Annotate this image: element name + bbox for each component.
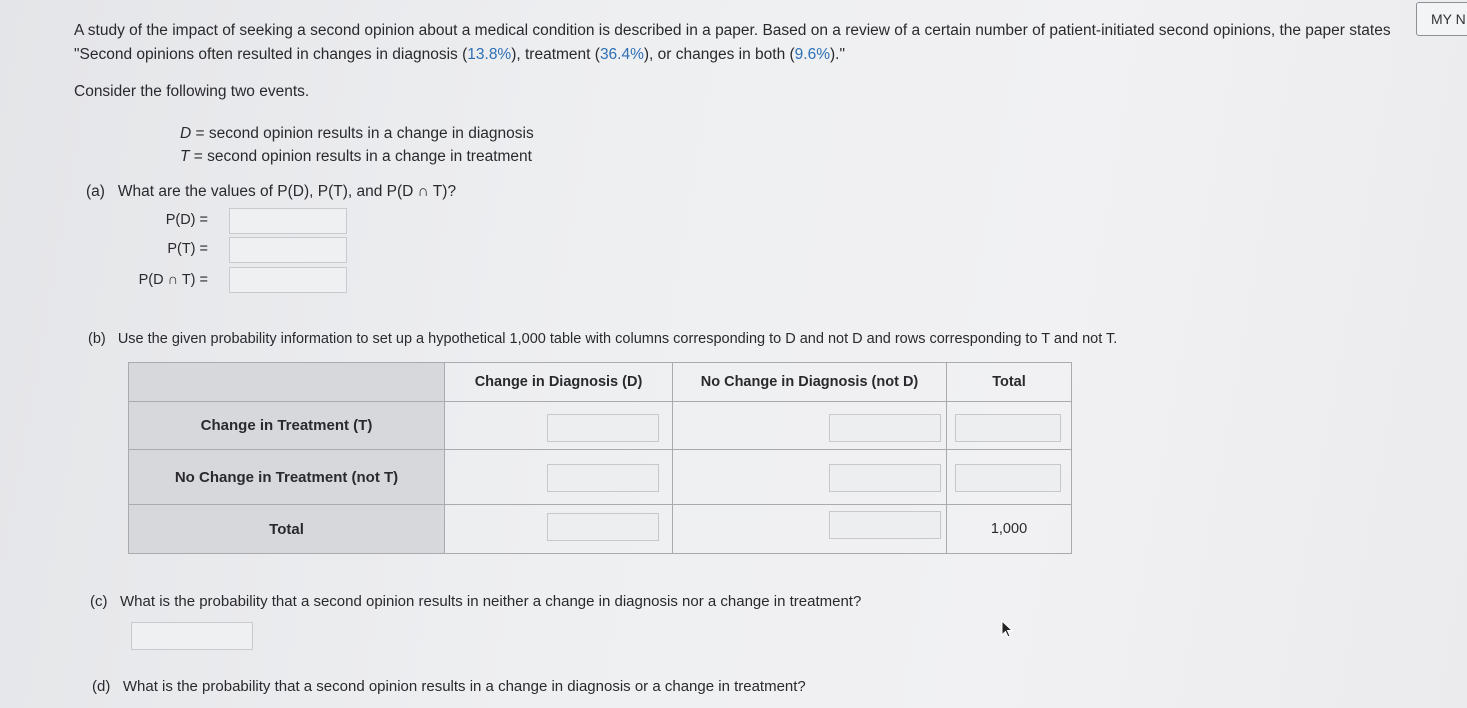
input-t-d[interactable] — [547, 414, 659, 442]
input-t-not-d[interactable] — [829, 414, 941, 442]
input-t-total[interactable] — [955, 414, 1061, 442]
row-header-total: Total — [128, 504, 445, 554]
col-header-d: Change in Diagnosis (D) — [444, 362, 673, 402]
table-corner — [128, 362, 445, 402]
cell-t-total — [946, 401, 1072, 450]
pd-input[interactable] — [229, 208, 347, 234]
diagnosis-percent: 13.8% — [467, 46, 512, 63]
both-percent: 9.6% — [794, 46, 831, 63]
cell-total-not-d — [672, 504, 947, 554]
input-total-not-d[interactable] — [829, 511, 941, 539]
pdt-input[interactable] — [229, 267, 347, 293]
cell-not-t-not-d — [672, 449, 947, 505]
definition-t: T = second opinion results in a change in treatment — [180, 148, 532, 165]
cell-not-t-total — [946, 449, 1072, 505]
row-header-t: Change in Treatment (T) — [128, 401, 445, 450]
definition-d: D = second opinion results in a change in diagnosis — [180, 125, 534, 142]
intro-line-2: "Second opinions often resulted in changes in diagnosis (13.8%), treatment (36.4%), or changes in both (9.6%)." — [74, 46, 845, 63]
part-b-question: (b) Use the given probability information to set up a hypothetical 1,000 table with columns corresponding to D and not D and rows corresponding to T and not T. — [88, 331, 1118, 347]
probability-table — [128, 362, 1072, 554]
pt-input[interactable] — [229, 237, 347, 263]
label-pt: P(T) = — [167, 241, 208, 257]
col-header-total: Total — [946, 362, 1072, 402]
part-d-question: (d) What is the probability that a second opinion results in a change in diagnosis or a change in treatment? — [92, 678, 806, 695]
label-pd: P(D) = — [165, 212, 208, 228]
part-c-input[interactable] — [131, 622, 253, 650]
cell-total-d — [444, 504, 673, 554]
treatment-percent: 36.4% — [599, 46, 644, 63]
label-pdt: P(D ∩ T) = — [138, 272, 208, 288]
my-menu-button[interactable]: MY N — [1416, 2, 1467, 36]
consider-text: Consider the following two events. — [74, 83, 310, 100]
input-not-t-d[interactable] — [547, 464, 659, 492]
part-c-question: (c) What is the probability that a second opinion results in neither a change in diagnosis nor a change in treatment? — [90, 593, 862, 610]
input-total-d[interactable] — [547, 513, 659, 541]
cell-t-not-d — [672, 401, 947, 450]
cell-not-t-d — [444, 449, 673, 505]
intro-line-1: A study of the impact of seeking a second opinion about a medical condition is described in a paper. Based on a review of a certain number of patient-initiated second opinions, the paper states — [74, 22, 1391, 39]
row-header-not-t: No Change in Treatment (not T) — [128, 449, 445, 505]
col-header-not-d: No Change in Diagnosis (not D) — [672, 362, 947, 402]
mouse-cursor-icon — [1000, 620, 1014, 640]
part-a-question: (a) What are the values of P(D), P(T), and P(D ∩ T)? — [86, 183, 457, 200]
grand-total: 1,000 — [946, 504, 1072, 554]
input-not-t-not-d[interactable] — [829, 464, 941, 492]
input-not-t-total[interactable] — [955, 464, 1061, 492]
cell-t-d — [444, 401, 673, 450]
